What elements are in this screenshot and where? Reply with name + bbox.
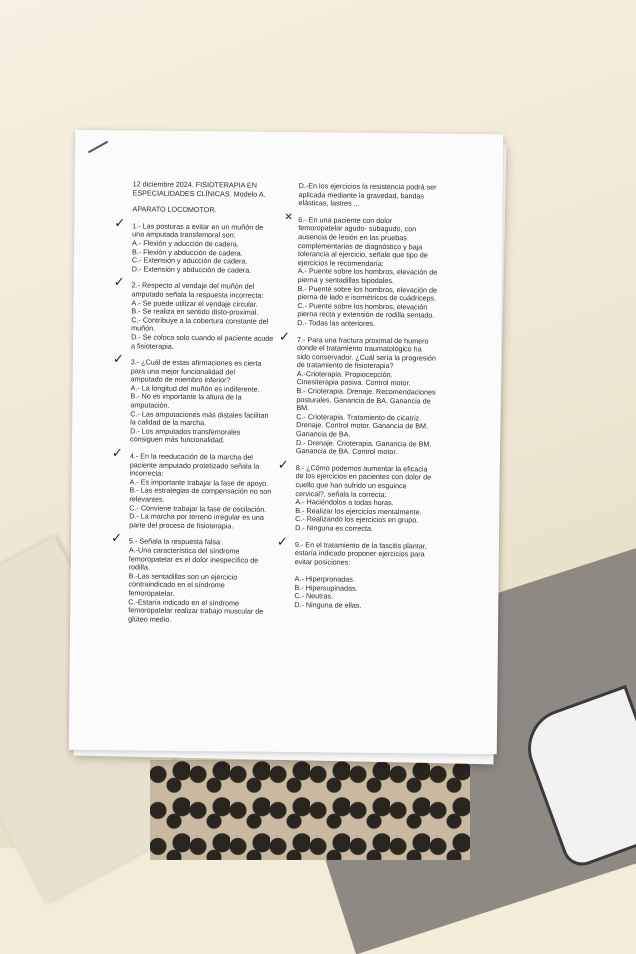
question-block — [279, 329, 442, 458]
question-line: consiguen más funcionalidad. — [129, 434, 225, 445]
handwritten-check-icon: ✓ — [279, 329, 291, 345]
question-line: D.- Los amputados transfemorales — [130, 426, 241, 437]
question-line: 2.- Respecto al vendaje del muñón del — [131, 280, 255, 292]
question-line: D.-En los ejercicios la resistencia podrá ser — [298, 181, 437, 192]
question-line: cuello que han sufrido un esguince — [295, 480, 407, 491]
question-line: paciente amputado protetizado señala la — [129, 459, 260, 471]
question-block — [113, 275, 277, 352]
question-line: una amputada transfemoral son: — [132, 229, 236, 240]
leopard-fabric — [150, 760, 470, 860]
question-line: estaría indicado proponer ejercicios para — [294, 548, 425, 559]
question-line: relevantes. — [129, 494, 165, 504]
handwritten-check-icon: ✓ — [277, 457, 289, 473]
question-line: parte del proceso de fisioterapia. — [129, 520, 234, 531]
question-line: para una mejor funcionalidad del — [130, 366, 236, 377]
question-line: de tratamiento de fisioterapia? — [296, 360, 394, 371]
handwritten-check-icon: ✓ — [113, 275, 125, 291]
handwritten-check-icon: ✓ — [276, 534, 288, 550]
handwritten-check-icon: ✓ — [112, 352, 124, 368]
question-line: A.-Crioterapia. Propiocepción. — [296, 368, 393, 379]
question-line: A.-Una característica del síndrome — [128, 545, 240, 556]
question-line: tolerancia al ejercicio, señale que tipo de — [297, 249, 428, 260]
left-column — [110, 179, 278, 633]
question-line: A.- Puente sobre los hombros, elevación de — [297, 266, 438, 277]
header-line: 12 diciembre 2024. FISIOTERAPIA EN — [132, 179, 257, 190]
question-line: 1.- Las posturas a evitar en un muñón de — [132, 221, 264, 232]
question-line: Cinesiterapia pasiva. Control motor. — [296, 377, 411, 388]
question-line: incorrecta: — [129, 468, 164, 478]
question-line: D.- Todas las anteriores. — [297, 318, 376, 328]
question-line: A.- Flexión y aducción de cadera. — [132, 238, 239, 249]
question-line: donde el tratamiento traumatológico ha — [296, 343, 422, 354]
question-line: femoropatelar es el dolor inespecífico de — [128, 553, 259, 565]
exam-sheet — [69, 130, 503, 754]
question-line: D.- Extensión y abducción de cadera. — [131, 264, 252, 275]
question-line: contraindicado en el síndrome — [128, 579, 225, 590]
question-line: a fisioterapia. — [130, 340, 174, 351]
question-line: C.- Extensión y aducción de cadera. — [131, 255, 248, 266]
question-line: B.- Crioterapia. Drenaje. Recomendaciones — [296, 386, 436, 397]
question-line: A.- Haciéndolos a todas horas. — [295, 497, 394, 508]
question-line: ausencia de lesión en las pruebas — [298, 232, 407, 243]
question-line: elásticas, lastres ... — [298, 198, 360, 208]
header-line: ESPECIALIDADES CLÍNICAS. Modelo A. — [132, 187, 266, 199]
question-line: 8.- ¿Cómo podemos aumentar la eficacia — [295, 462, 428, 474]
question-line: C.- Neutras. — [294, 591, 334, 601]
question-line: C.- Las amputaciones más distales facilitan — [130, 409, 269, 420]
question-line: C.- Realizando los ejercicios en grupo. — [295, 514, 419, 525]
question-line: D.- Ninguna es correcta. — [295, 523, 374, 533]
question-line: la calidad de la marcha. — [130, 417, 207, 428]
question-line: muñón. — [131, 323, 156, 333]
question-line: rodilla. — [128, 562, 150, 572]
question-block — [114, 215, 278, 275]
question-line: 9.- En el tratamiento de la fascitis plantar, — [294, 539, 427, 551]
question-block — [111, 446, 275, 531]
question-line: C.- Contribuye a la cobertura constante del — [131, 315, 269, 326]
question-block — [277, 457, 441, 534]
question-line: D.- Se coloca solo cuando el paciente acude — [131, 332, 274, 343]
question-line: 4.- En la reeducación de la marcha del — [129, 451, 253, 462]
question-line: glúteo medio. — [128, 614, 172, 624]
section-title: APARATO LOCOMOTOR. — [132, 204, 217, 215]
question-block — [110, 531, 274, 625]
question-line: cervical?, señala la correcta: — [295, 488, 387, 499]
question-line: Ganancia de BA. — [296, 429, 351, 439]
question-block — [276, 534, 440, 611]
question-line: C.-Estaría indicado en el síndrome — [128, 596, 240, 608]
question-line: C.- Crioterapia. Tratamiento de cicatriz. — [296, 411, 422, 423]
question-block — [284, 211, 443, 329]
question-line: 7.- Para una fractura proximal de humero — [297, 334, 429, 345]
question-line: BM. — [296, 403, 310, 413]
question-line: pierna y sentadillas bipodales. — [297, 275, 395, 286]
question-line: B.- No es importante la altura de la — [130, 391, 242, 403]
handwritten-cross-icon: ✕ — [284, 211, 293, 223]
right-column — [276, 181, 444, 619]
question-line: B.- Las estrategias de compensación no son — [129, 485, 272, 497]
question-line: 5.- Señala la respuesta falsa: — [128, 536, 223, 547]
question-line: A.- Hiperpronadas. — [294, 574, 355, 584]
question-line: D.- Drenaje. Crioterapia. Ganancia de BM. — [295, 437, 432, 449]
question-line: B.- Realizar los ejercicios mentalmente. — [295, 505, 422, 517]
question-line: de los ejercicios en pacientes con dolor de — [295, 471, 432, 482]
question-line: amputación. — [130, 400, 170, 410]
question-line: A.- La longitud del muñón es indiferente. — [130, 383, 260, 394]
question-line: evitar posiciones: — [294, 556, 351, 567]
question-line: pierna de lado e isométricos de cuádriceps. — [297, 292, 437, 303]
staple-mark — [88, 141, 108, 154]
question-line: sido conservador. ¿Cuál sería la progresión — [296, 351, 436, 363]
handwritten-check-icon: ✓ — [111, 446, 123, 462]
question-block — [298, 182, 443, 209]
question-line: Drenaje. Control motor. Ganancia de BM. — [296, 420, 429, 431]
question-line: 3.- ¿Cuál de estas afirmaciones es cierta — [130, 357, 262, 368]
question-line: ejercicios le recomendaría: — [297, 257, 384, 268]
question-line: B.- Puente sobre los hombros, elevación de — [297, 283, 438, 295]
question-line: B.- Flexión y abducción de cadera. — [131, 246, 243, 258]
question-block — [112, 352, 276, 445]
question-line: amputado de miembro inferior? — [130, 374, 231, 385]
question-line: B.- Se realiza en sentido disto-proximal. — [131, 306, 259, 317]
question-line: amputado señala la respuesta incorrecta: — [131, 289, 264, 300]
handwritten-check-icon: ✓ — [110, 531, 122, 547]
question-line: C.- Puente sobre los hombros, elevación — [297, 300, 428, 312]
question-line: femoropatelar agudo- subagudo, con — [298, 223, 417, 234]
question-line: femoropatelar realizar trabajo muscular de — [128, 605, 264, 616]
question-line: A.- Es importante trabajar la fase de apoyo. — [129, 477, 269, 488]
question-line: A.- Se puede utilizar el vendaje circular. — [131, 297, 258, 309]
handwritten-check-icon: ✓ — [114, 215, 126, 232]
question-line: C.- Conviene trabajar la fase de oscilación. — [129, 502, 267, 514]
question-line: femoropatelar. — [128, 588, 175, 598]
question-line: posturales. Ganancia de BA. Ganancia de — [296, 394, 431, 406]
question-line: Ganancia de BA. Control motor. — [295, 446, 398, 457]
question-line: pierna recta y extensión de rodilla sentado. — [297, 309, 435, 320]
question-line: aplicada mediante la gravedad, bandas — [298, 189, 425, 201]
question-line: D.- Ninguna de ellas. — [294, 599, 362, 610]
question-line: 6.- En una paciente con dolor — [298, 214, 393, 225]
question-line: B.- Hipersupinadas. — [294, 582, 358, 593]
question-line: B.-Las sentadillas son un ejercicio — [128, 571, 238, 582]
question-line: D.- La marcha por terreno irregular es una — [129, 511, 264, 522]
question-line: complementarias de diagnóstico y baja — [298, 240, 423, 251]
exam-header — [133, 180, 278, 199]
